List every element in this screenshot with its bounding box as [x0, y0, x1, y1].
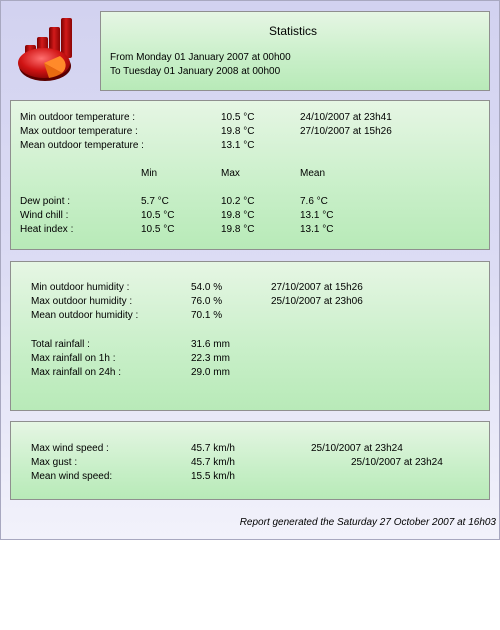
bar-chart-pie-icon [15, 15, 79, 83]
wind-panel [10, 421, 490, 500]
page-title: Statistics [269, 24, 318, 38]
max-rainfall-1h-value: 22.3 mm [191, 353, 230, 364]
column-header-min: Min [141, 168, 158, 179]
max-wind-speed-date: 25/10/2007 at 23h24 [311, 443, 403, 454]
max-gust-label: Max gust : [31, 457, 78, 468]
temperature-panel [10, 100, 490, 250]
min-humidity-value: 54.0 % [191, 282, 223, 293]
mean-humidity-value: 70.1 % [191, 310, 223, 321]
period-from: From Monday 01 January 2007 at 00h00 [110, 52, 291, 63]
max-wind-speed-value: 45.7 km/h [191, 443, 235, 454]
column-header-max: Max [221, 168, 240, 179]
min-humidity-date: 27/10/2007 at 15h26 [271, 282, 363, 293]
total-rainfall-value: 31.6 mm [191, 339, 230, 350]
max-temp-date: 27/10/2007 at 15h26 [300, 126, 392, 137]
heat-index-max: 19.8 °C [221, 224, 255, 235]
max-rainfall-24h-label: Max rainfall on 24h : [31, 367, 122, 378]
max-rainfall-1h-label: Max rainfall on 1h : [31, 353, 116, 364]
dew-point-mean: 7.6 °C [300, 196, 328, 207]
max-wind-speed-label: Max wind speed : [31, 443, 109, 454]
wind-chill-max: 19.8 °C [221, 210, 255, 221]
max-humidity-date: 25/10/2007 at 23h06 [271, 296, 363, 307]
dew-point-min: 5.7 °C [141, 196, 169, 207]
header-panel [100, 11, 490, 91]
heat-index-mean: 13.1 °C [300, 224, 334, 235]
total-rainfall-label: Total rainfall : [31, 339, 90, 350]
wind-chill-label: Wind chill : [20, 210, 69, 221]
heat-index-label: Heat index : [20, 224, 74, 235]
min-temp-value: 10.5 °C [221, 112, 255, 123]
mean-temp-label: Mean outdoor temperature : [20, 140, 144, 151]
dew-point-max: 10.2 °C [221, 196, 255, 207]
max-gust-date: 25/10/2007 at 23h24 [351, 457, 443, 468]
min-humidity-label: Min outdoor humidity : [31, 282, 130, 293]
max-rainfall-24h-value: 29.0 mm [191, 367, 230, 378]
period-to: To Tuesday 01 January 2008 at 00h00 [110, 66, 281, 77]
min-temp-date: 24/10/2007 at 23h41 [300, 112, 392, 123]
mean-temp-value: 13.1 °C [221, 140, 255, 151]
max-temp-label: Max outdoor temperature : [20, 126, 138, 137]
dew-point-label: Dew point : [20, 196, 71, 207]
heat-index-min: 10.5 °C [141, 224, 175, 235]
wind-chill-mean: 13.1 °C [300, 210, 334, 221]
max-gust-value: 45.7 km/h [191, 457, 235, 468]
mean-wind-speed-value: 15.5 km/h [191, 471, 235, 482]
humidity-rainfall-panel [10, 261, 490, 411]
wind-chill-min: 10.5 °C [141, 210, 175, 221]
mean-wind-speed-label: Mean wind speed: [31, 471, 113, 482]
max-humidity-label: Max outdoor humidity : [31, 296, 133, 307]
max-humidity-value: 76.0 % [191, 296, 223, 307]
max-temp-value: 19.8 °C [221, 126, 255, 137]
min-temp-label: Min outdoor temperature : [20, 112, 136, 123]
mean-humidity-label: Mean outdoor humidity : [31, 310, 139, 321]
report-generated-footer: Report generated the Saturday 27 October 2007 at 16h03 [239, 517, 496, 528]
column-header-mean: Mean [300, 168, 326, 179]
